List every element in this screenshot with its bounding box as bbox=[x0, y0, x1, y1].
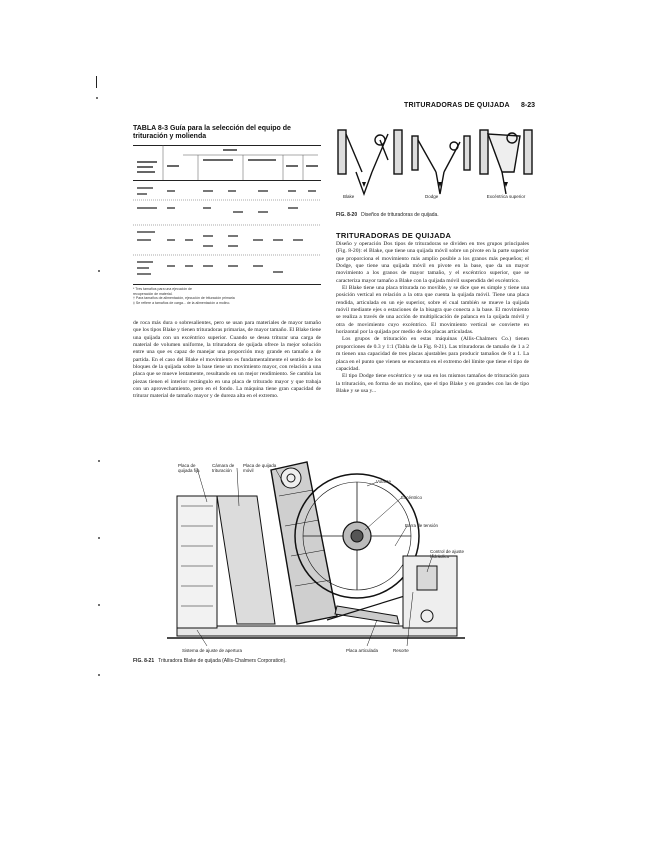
table-note: * Tres tamaños para una ejecución de bbox=[133, 287, 192, 291]
right-column-text bbox=[336, 241, 529, 395]
fig21-callout-moving-jaw: Placa de quijada móvil bbox=[243, 463, 277, 473]
fig21-callout-setting: Sistema de ajuste de apertura bbox=[182, 648, 243, 653]
paragraph: de roca más dura o sobresalientes, pero se usan para materiales de mayor tamaño que los tipos Blake y tienen trituradoras primarias, de mayor tamaño. El Blake tiene una quijada con un excéntrico superior. Cuando se desea triturar una carga de material de volumen uniforme, la trituradora de quijada ofrece la mejor solución entre una que es capaz de manejar una proporción muy grande en tamaño a de partida. En el caso del Blake el movimiento es fundamentalmente el sentido de los bloques de la quijada sobre la base tiene un movimiento mayor, con relación a una placa que se mueve lentamente, resultando en un mejor rendimiento. Se cambia las piezas tienen el interior rectángulo en una placa de triturado mayor y que trabaja con un aprovechamiento, pero en el fondo. La máquina tiene gran capacidad de triturar material de tamaño mayor y de dureza alta en el extremo. bbox=[133, 320, 321, 400]
margin-dot bbox=[98, 604, 100, 606]
fig21-callout-fixed-jaw: Placa de quijada fija bbox=[178, 463, 200, 473]
table-note: recuperación de material. bbox=[133, 291, 173, 296]
fig21-caption-number: FIG. 8-21 bbox=[133, 658, 155, 664]
fig20-label-dodge: Dodge bbox=[425, 194, 439, 199]
blake-jaw-crusher-figure bbox=[167, 456, 465, 656]
paragraph: El Blake tiene una placa triturada no movible, y se dice que es simple y tiene una posición vertical en relación a la otra que cuenta la quijada móvil. Tiene una placa rendida, articulada en un eje superior, sobre el cual también se mueve la quijada móvil mediante ejes o estaciones de la bisagra que conecta a la base. El movimiento se realiza a través de una acción de multiplicación de palanca en la quijada móvil y otra de movimiento cuyo excéntrico. El movimiento vertical se convierte en horizontal por la quijada por medio de dos placas articuladas. bbox=[336, 285, 529, 336]
margin-dot bbox=[98, 537, 100, 539]
fig21-caption-text: Trituradora Blake de quijada (Allis-Chalmers Corporation). bbox=[158, 658, 287, 664]
fig21-callout-spring: Resorte bbox=[393, 648, 409, 653]
jaw-crusher-types-figure bbox=[336, 124, 536, 202]
fig20-caption-text: Diseños de trituradoras de quijada. bbox=[361, 212, 439, 218]
fig20-label-blake: Blake bbox=[343, 194, 355, 199]
fig21-callout-chamber: Cámara de trituración bbox=[212, 463, 235, 473]
paragraph: Los grupos de trituración en estas máquinas (Allis-Chalmers Co.) tienen proporciones de 0.3 y 1:1 (Tabla de la Fig. 8-21). Las trituradoras de tamaño de 1 a 2 m tienen una capacidad de tres placas ajustables para producir tamaños de 8 a 1. La placa en el punto que vienen se encuentra en el extremo del límite que tiene el tipo de capacidad. bbox=[336, 336, 529, 372]
margin-dot bbox=[98, 270, 100, 272]
fig20-caption bbox=[336, 212, 439, 218]
paragraph: Diseño y operación Dos tipos de trituradoras se dividen en tres grupos principales (Fig. 8-20): el Blake, que tiene una quijada móvil sobre un pivote en la parte superior que proporciona el movimiento más amplio posible a los granos más pequeños; el Dodge, que tiene una quijada móvil en pivote en la base, que da un mayor movimiento a los granos de mayor tamaño, y el excéntrico superior, que se caracteriza mayor tamaño a Blake con la quijada móvil suspendida del excéntrico. bbox=[336, 241, 529, 284]
table-note: ‡ Se refiere a tamaños de carga... de la alimentación a molino. bbox=[133, 300, 231, 305]
margin-dot bbox=[96, 97, 98, 99]
running-header: TRITURADORAS DE QUIJADA bbox=[404, 102, 510, 109]
fig21-callout-tension-rod: Barra de tensión bbox=[405, 523, 439, 528]
table-note: † Para tamaños de alimentación, ejecución de trituración primaria bbox=[133, 296, 235, 300]
table-notes bbox=[133, 287, 321, 305]
table-grid bbox=[133, 145, 321, 285]
margin-dot bbox=[98, 460, 100, 462]
margin-dot bbox=[98, 674, 100, 676]
page-number: 8-23 bbox=[521, 102, 536, 109]
selection-table bbox=[133, 145, 321, 285]
fig21-callout-flywheel: Volante bbox=[376, 479, 392, 484]
margin-rule bbox=[96, 76, 97, 88]
table-title: TABLA 8-3 Guía para la selección del equipo de trituración y molienda bbox=[133, 125, 291, 140]
fig21-callout-hydraulic: Control de ajuste hidráulico bbox=[430, 549, 465, 559]
fig21-caption bbox=[133, 658, 287, 664]
fig21-callout-toggle: Placa articulada bbox=[346, 648, 379, 653]
left-column-text bbox=[133, 320, 321, 401]
section-heading: TRITURADORAS DE QUIJADA bbox=[336, 231, 452, 240]
paragraph: El tipo Dodge tiene excéntrico y se usa en los mismos tamaños de trituración para la trituración, en forma de un molino, que el tipo Blake y en grandes con las de tipo Blake y se usa y... bbox=[336, 373, 529, 394]
fig20-label-overhead: Excéntrica superior bbox=[486, 194, 526, 199]
fig20-caption-number: FIG. 8-20 bbox=[336, 212, 358, 218]
fig21-callout-eccentric: Excéntrico bbox=[401, 495, 423, 500]
